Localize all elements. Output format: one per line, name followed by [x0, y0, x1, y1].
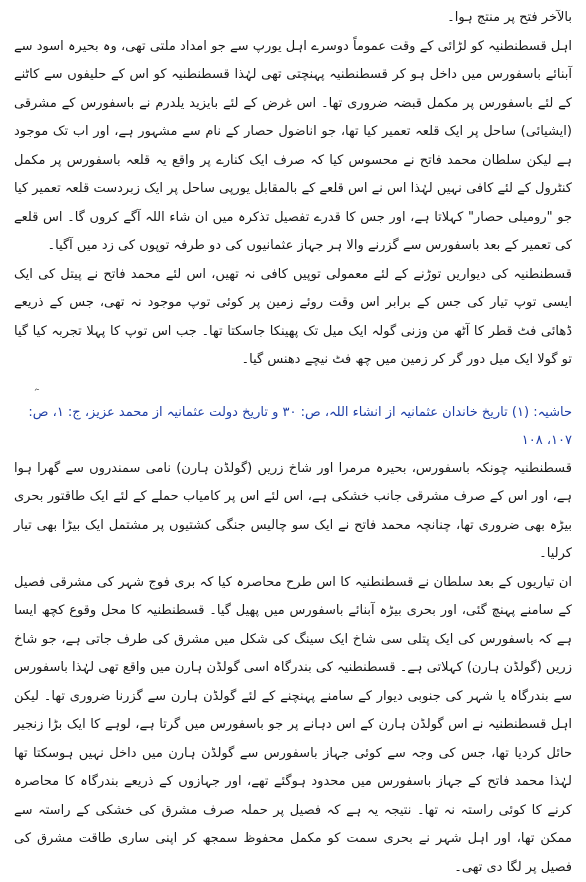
- footnote: [14, 399, 572, 455]
- footnote-reference: (۱) تاریخ خاندان عثمانیہ از انشاء اللہ، ص: ۳۰ و تاریخ دولت عثمانیہ از محمد عزیز، ج: ۱، ص: ۱۰۷، ۱۰۸: [28, 405, 572, 448]
- paragraph-conclusion: بالآخر فتح پر منتج ہوا۔: [14, 4, 572, 33]
- footnote-marker: ﮧ: [34, 375, 572, 399]
- paragraph-siege-golden-horn: ان تیاریوں کے بعد سلطان نے قسطنطنیہ کا اس طرح محاصرہ کیا کہ بری فوج شہر کی مشرقی فصیل کے سامنے پہنچ گئی، اور بحری بیڑہ آبنائے باسفورس میں پھیل گیا۔ قسطنطنیہ کا محل وقوع کچھ ایسا ہے کہ باسفورس کی ایک پتلی سی شاخ ایک سینگ کی شکل میں مشرق کی طرف جاتی ہے، جو شاخ زریں (گولڈن ہارن) کہلاتی ہے۔ قسطنطنیہ کی بندرگاہ اسی گولڈن ہارن میں واقع تھی لہٰذا باسفورس سے بندرگاہ یا شہر کی جنوبی دیوار کے سامنے پہنچنے کے لئے گولڈن ہارن سے گزرنا ضروری تھا۔ لیکن اہل قسطنطنیہ نے اس گولڈن ہارن کے اس دہانے پر جو باسفورس میں گرتا ہے، لوہے کا ایک بڑا زنجیر حائل کردیا تھا، جس کی وجہ سے کوئی جہاز باسفورس سے گولڈن ہارن میں داخل نہیں ہوسکتا تھا لہٰذا محمد فاتح کے جہاز باسفورس میں محدود ہوگئے تھے، اور جہازوں کے ذریعے بندرگاہ کا محاصرہ کرنے کا کوئی راستہ نہ تھا۔ نتیجہ یہ ہے کہ فصیل پر حملہ صرف مشرق کی خشکی کے راستہ سے ممکن تھا، اور اہل شہر نے بحری سمت کو مکمل محفوظ سمجھ کر اپنی ساری طاقت مشرق کی فصیل پر لگا دی تھی۔: [14, 569, 572, 882]
- footnote-label: حاشیہ:: [533, 405, 572, 420]
- paragraph-cannon: قسطنطنیہ کی دیواریں توڑنے کے لئے معمولی توپیں کافی نہ تھیں، اس لئے محمد فاتح نے پیتل کی ایک ایسی توپ تیار کی جس کے برابر اس وقت روئے زمین پر کوئی توپ موجود نہ تھی، جس کے ذریعے ڈھائی فٹ قطر کا آٹھ من وزنی گولہ ایک میل تک پھینکا جاسکتا تھا۔ جب اس توپ کا پہلا تجربہ کیا گیا تو گولا ایک میل دور گر کر زمین میں چھ فٹ نیچے دھنس گیا۔: [14, 261, 572, 375]
- paragraph-naval-fleet: قسطنطنیہ چونکہ باسفورس، بحیرہ مرمرا اور شاخ زریں (گولڈن ہارن) نامی سمندروں سے گھرا ہوا ہے، اور اس کے صرف مشرقی جانب خشکی ہے، اس لئے اس پر کامیاب حملے کے لئے ایک طاقتور بحری بیڑہ بھی ضروری تھا، چنانچہ محمد فاتح نے ایک سو چالیس جنگی کشتیوں پر مشتمل ایک بیڑا بھی تیار کرلیا۔: [14, 455, 572, 569]
- paragraph-bosphorus-fortress: اہل قسطنطنیہ کو لڑائی کے وقت عموماً دوسرے اہل یورپ سے جو امداد ملتی تھی، وہ بحیرہ اسود سے آبنائے باسفورس میں داخل ہو کر قسطنطنیہ پہنچتی تھی لہٰذا قسطنطنیہ کو اس کے حلیفوں سے کاٹنے کے لئے باسفورس پر مکمل قبضہ ضروری تھا۔ اس غرض کے لئے بایزید یلدرم نے باسفورس کے مشرقی (ایشیائی) ساحل پر ایک قلعہ تعمیر کیا تھا، جو اناضول حصار کے نام سے مشہور ہے، اور اب تک موجود ہے لیکن سلطان محمد فاتح نے محسوس کیا کہ صرف ایک کنارے پر واقع یہ قلعہ باسفورس پر مکمل کنٹرول کے لئے کافی نہیں لہٰذا اس نے اس قلعے کے بالمقابل یورپی ساحل پر ایک زبردست قلعہ تعمیر کیا جو "رومیلی حصار" کہلاتا ہے، اور جس کا قدرے تفصیل تذکرہ میں ان شاء اللہ آگے کروں گا۔ اس قلعے کی تعمیر کے بعد باسفورس سے گزرنے والا ہر جہاز عثمانیوں کی دو طرفہ توپوں کی زد میں آگیا۔: [14, 33, 572, 261]
